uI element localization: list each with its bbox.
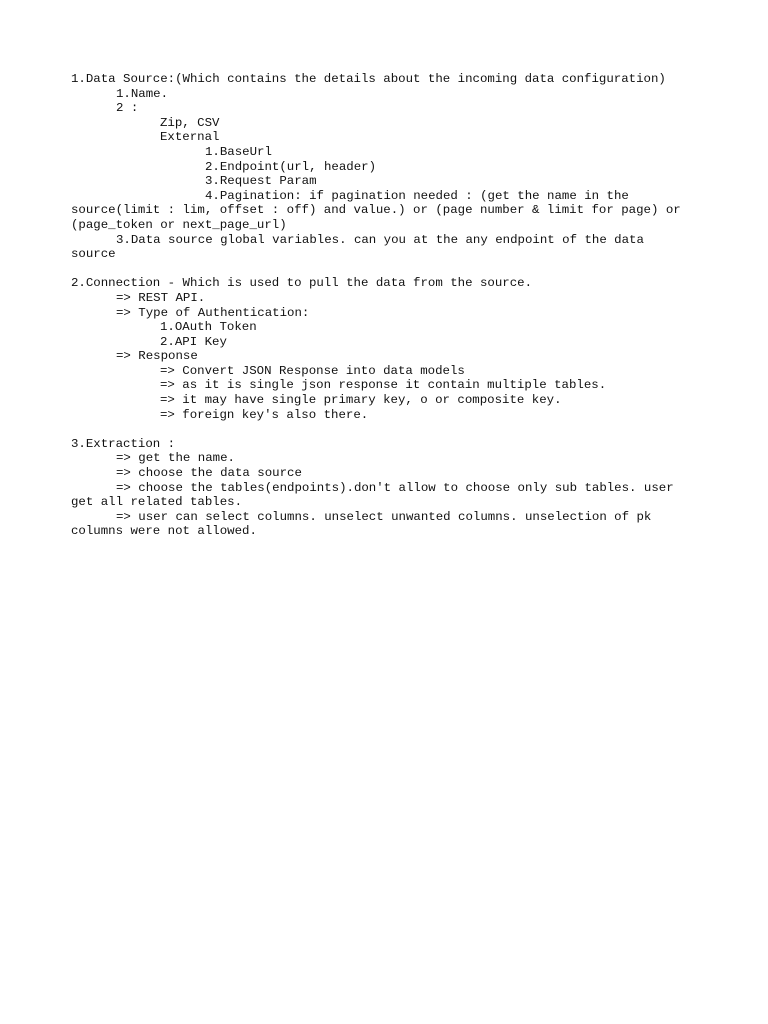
section-3-heading: 3.Extraction : <box>71 436 176 451</box>
section-1-zip-csv: Zip, CSV <box>160 115 220 130</box>
section-1-globals-line-2: source <box>71 247 116 262</box>
section-2-response: => Response <box>116 349 198 364</box>
section-3-select-columns-line-1: => user can select columns. unselect unwanted columns. unselection of pk <box>116 509 652 524</box>
section-1-heading: 1.Data Source:(Which contains the details about the incoming data configuration) <box>71 72 666 86</box>
blank-line <box>71 422 701 437</box>
section-1-request-param: 3.Request Param <box>205 174 317 189</box>
section-2-rest-api: => REST API. <box>116 290 206 305</box>
section-2-response-1: => Convert JSON Response into data models <box>160 363 465 378</box>
section-2-response-4: => foreign key's also there. <box>160 407 369 422</box>
section-1-item-name: 1.Name. <box>116 86 169 101</box>
section-3-choose-source: => choose the data source <box>116 466 302 481</box>
section-3-get-name: => get the name. <box>116 451 235 466</box>
section-3-choose-tables-line-2: get all related tables. <box>71 495 243 510</box>
section-1-item-2: 2 : <box>116 101 139 116</box>
section-3-choose-tables-line-1: => choose the tables(endpoints).don't allow to choose only sub tables. user <box>116 480 674 495</box>
section-2-heading: 2.Connection - Which is used to pull the data from the source. <box>71 276 533 291</box>
section-1-pagination-line-2: source(limit : lim, offset : off) and value.) or (page number & limit for page) or <box>71 203 681 218</box>
section-2-auth-type: => Type of Authentication: <box>116 305 310 320</box>
blank-line <box>71 262 701 277</box>
section-1-base-url: 1.BaseUrl <box>205 144 272 159</box>
section-1-endpoint: 2.Endpoint(url, header) <box>205 159 377 174</box>
section-3-select-columns-line-2: columns were not allowed. <box>71 524 257 539</box>
section-2-response-3: => it may have single primary key, o or composite key. <box>160 393 562 408</box>
section-1-pagination-line-1: 4.Pagination: if pagination needed : (get the name in the <box>205 188 629 203</box>
document-body <box>71 72 701 539</box>
section-2-oauth: 1.OAuth Token <box>160 320 257 335</box>
section-1-external: External <box>160 130 220 145</box>
section-2-api-key: 2.API Key <box>160 334 227 349</box>
section-1-globals-line-1: 3.Data source global variables. can you at the any endpoint of the data <box>116 232 644 247</box>
section-1-pagination-line-3: (page_token or next_page_url) <box>71 217 287 232</box>
section-2-response-2: => as it is single json response it contain multiple tables. <box>160 378 607 393</box>
